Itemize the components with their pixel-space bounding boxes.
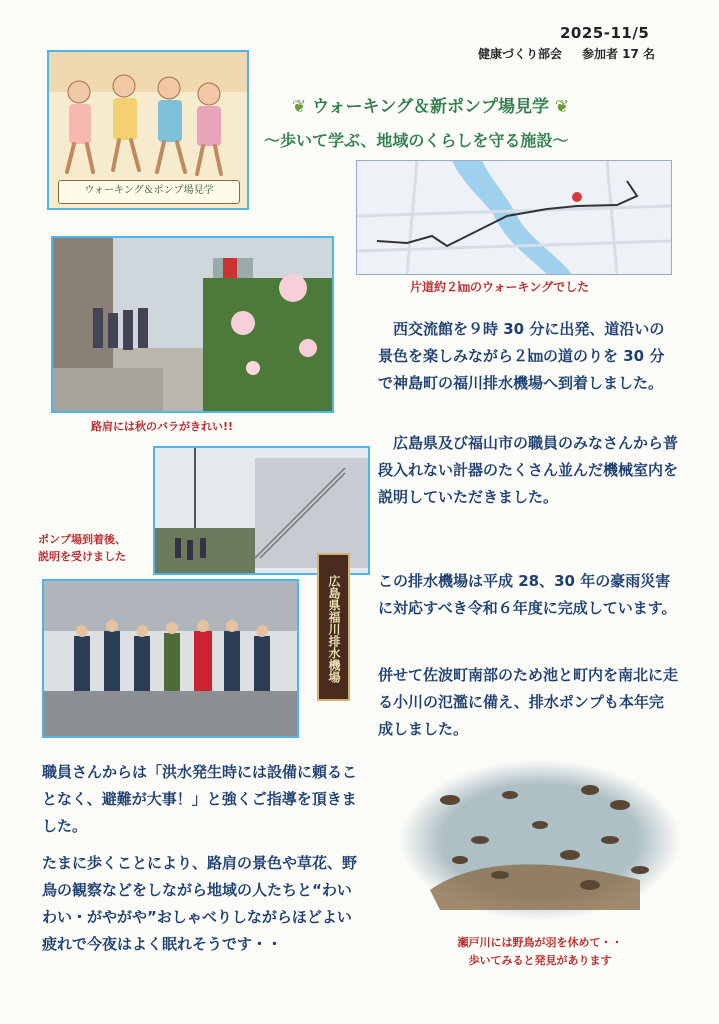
date: 2025-11/5 [560, 24, 650, 42]
illustration-caption: ウォーキング＆ポンプ場見学 [58, 180, 240, 204]
paragraph-explanation: 広島県及び福山市の職員のみなさんから普段入れない計器のたくさん並んだ機械室内を説明していただきました。 [378, 434, 679, 506]
facility-sign: 広島県福川排水機場 [317, 553, 350, 701]
participant-count: 参加者 17 名 [582, 47, 656, 61]
paragraph-departure: 西交流館を９時 30 分に出発、道沿いの景色を楽しみながら２㎞の道のりを 30 分で神島町の福川排水機場へ到着しました。 [378, 320, 665, 392]
route-map [356, 160, 672, 275]
roadside-photo [51, 236, 334, 413]
ducks-caption [420, 934, 660, 970]
club-name: 健康づくり部会 [478, 47, 563, 61]
roadside-caption: 路肩には秋のバラがきれい!! [91, 420, 234, 433]
page-subtitle: ～歩いて学ぶ、地域のくらしを守る施設～ [264, 131, 569, 150]
leaf-icon: ❦ [554, 97, 570, 117]
map-pin [572, 192, 582, 202]
paragraph-guidance: 職員さんからは「洪水発生時には設備に頼ることなく、避難が大事！」と強くご指導を頂きました。 [42, 763, 358, 835]
ducks-photo [400, 760, 680, 920]
map-drawing [357, 161, 671, 274]
ducks-caption-line2: 歩いてみると発見があります [468, 954, 612, 967]
paragraph-pumps: 併せて佐波町南部のため池と町内を南北に走る小川の氾濫に備え、排水ポンプも本年完成しました。 [378, 666, 679, 738]
ducks-caption-line1: 瀬戸川には野鳥が羽を休めて・・ [457, 936, 623, 949]
arrival-caption-line1: ポンプ場到着後、 [38, 533, 126, 546]
ducks-image [400, 760, 680, 920]
arrival-caption-line2: 説明を受けました [38, 550, 126, 563]
map-caption: 片道約２㎞のウォーキングでした [410, 280, 590, 294]
group-image [44, 581, 297, 736]
page-title [292, 92, 569, 117]
leaf-icon: ❦ [292, 97, 307, 117]
paragraph-completion: この排水機場は平成 28、30 年の豪雨災害に対応すべき令和６年度に完成しています。 [378, 572, 677, 617]
arrival-caption [38, 531, 126, 565]
paragraph-conclusion: たまに歩くことにより、路肩の景色や草花、野鳥の観察などをしながら地域の人たちと“わいわい・がやがや”おしゃべりしながらほどよい疲れで今夜はよく眠れそうです・・ [42, 854, 358, 953]
title-text: ウォーキング＆新ポンプ場見学 [312, 97, 549, 117]
roadside-image [53, 238, 332, 411]
group-photo [42, 579, 299, 738]
